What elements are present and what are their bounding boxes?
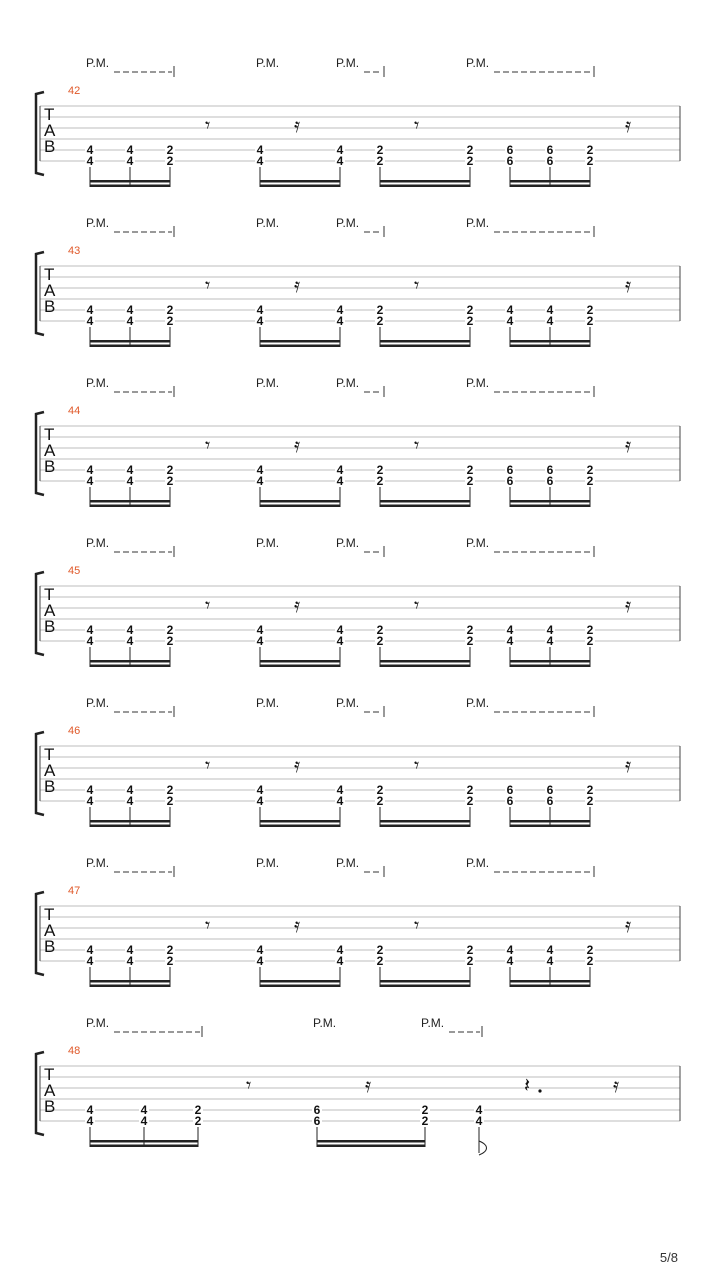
fret-number: 4 bbox=[256, 794, 264, 808]
fret-number: 2 bbox=[466, 794, 474, 808]
beam bbox=[510, 985, 590, 988]
fret-number: 4 bbox=[256, 463, 264, 477]
fret-number: 4 bbox=[256, 474, 264, 488]
sixteenth-rest: 𝄿 bbox=[294, 753, 301, 777]
eighth-rest: 𝄾 bbox=[205, 113, 211, 137]
tab-clef-letter: A bbox=[44, 121, 56, 140]
fret-number: 2 bbox=[376, 143, 384, 157]
fret-number: 2 bbox=[376, 943, 384, 957]
tab-clef-letter: T bbox=[44, 105, 55, 124]
palm-mute-label: P.M. bbox=[86, 216, 110, 230]
tab-clef-letter: A bbox=[44, 761, 56, 780]
fret-number: 2 bbox=[166, 474, 174, 488]
fret-number: 4 bbox=[546, 314, 554, 328]
beam bbox=[380, 500, 470, 503]
measure-number: 48 bbox=[68, 1045, 81, 1057]
fret-number: 4 bbox=[126, 143, 134, 157]
beam bbox=[380, 340, 470, 343]
beam bbox=[510, 660, 590, 663]
fret-number: 2 bbox=[376, 794, 384, 808]
eighth-rest: 𝄾 bbox=[205, 593, 211, 617]
beam bbox=[90, 345, 170, 348]
eighth-rest: 𝄾 bbox=[414, 913, 420, 937]
palm-mute-label: P.M. bbox=[256, 216, 280, 230]
fret-number: 4 bbox=[126, 943, 134, 957]
tab-clef-letter: T bbox=[44, 905, 55, 924]
fret-number: 2 bbox=[166, 303, 174, 317]
fret-number: 2 bbox=[166, 794, 174, 808]
fret-number: 2 bbox=[376, 783, 384, 797]
fret-number: 2 bbox=[586, 314, 594, 328]
beam bbox=[380, 345, 470, 348]
fret-number: 6 bbox=[506, 143, 514, 157]
sixteenth-rest: 𝄿 bbox=[625, 593, 632, 617]
fret-number: 4 bbox=[336, 794, 344, 808]
eighth-rest: 𝄾 bbox=[205, 433, 211, 457]
fret-number: 4 bbox=[86, 783, 94, 797]
beam bbox=[380, 505, 470, 508]
beam bbox=[380, 180, 470, 183]
fret-number: 2 bbox=[466, 314, 474, 328]
fret-number: 6 bbox=[313, 1114, 321, 1128]
fret-number: 4 bbox=[86, 1103, 94, 1117]
fret-number: 2 bbox=[586, 634, 594, 648]
tab-clef-letter: T bbox=[44, 745, 55, 764]
sixteenth-rest: 𝄿 bbox=[625, 913, 632, 937]
fret-number: 4 bbox=[140, 1114, 148, 1128]
fret-number: 2 bbox=[376, 634, 384, 648]
beam bbox=[380, 665, 470, 668]
sixteenth-rest: 𝄿 bbox=[625, 273, 632, 297]
eighth-rest: 𝄾 bbox=[205, 753, 211, 777]
fret-number: 2 bbox=[421, 1103, 429, 1117]
fret-number: 4 bbox=[336, 154, 344, 168]
fret-number: 6 bbox=[506, 154, 514, 168]
measure-number: 47 bbox=[68, 885, 81, 897]
beam bbox=[260, 660, 340, 663]
eighth-rest: 𝄾 bbox=[414, 433, 420, 457]
beam bbox=[380, 825, 470, 828]
beam bbox=[380, 660, 470, 663]
fret-number: 4 bbox=[86, 303, 94, 317]
fret-number: 4 bbox=[546, 303, 554, 317]
fret-number: 4 bbox=[86, 143, 94, 157]
fret-number: 6 bbox=[546, 154, 554, 168]
fret-number: 2 bbox=[166, 943, 174, 957]
fret-number: 2 bbox=[466, 154, 474, 168]
fret-number: 4 bbox=[256, 623, 264, 637]
beam bbox=[380, 820, 470, 823]
fret-number: 2 bbox=[586, 303, 594, 317]
tab-clef-letter: B bbox=[44, 457, 56, 476]
palm-mute-label: P.M. bbox=[466, 376, 490, 390]
beam bbox=[90, 980, 170, 983]
beam bbox=[90, 820, 170, 823]
fret-number: 4 bbox=[336, 463, 344, 477]
eighth-rest: 𝄾 bbox=[414, 593, 420, 617]
beam bbox=[90, 665, 170, 668]
fret-number: 4 bbox=[140, 1103, 148, 1117]
beam bbox=[317, 1145, 425, 1148]
fret-number: 4 bbox=[126, 623, 134, 637]
fret-number: 4 bbox=[546, 954, 554, 968]
palm-mute-label: P.M. bbox=[256, 856, 280, 870]
fret-number: 2 bbox=[166, 634, 174, 648]
fret-number: 4 bbox=[126, 314, 134, 328]
fret-number: 2 bbox=[166, 954, 174, 968]
tab-clef-letter: B bbox=[44, 777, 56, 796]
fret-number: 4 bbox=[256, 943, 264, 957]
fret-number: 2 bbox=[166, 154, 174, 168]
fret-number: 2 bbox=[586, 794, 594, 808]
fret-number: 2 bbox=[586, 943, 594, 957]
fret-number: 4 bbox=[506, 314, 514, 328]
beam bbox=[510, 665, 590, 668]
fret-number: 2 bbox=[166, 623, 174, 637]
fret-number: 2 bbox=[376, 463, 384, 477]
palm-mute-label: P.M. bbox=[336, 376, 360, 390]
fret-number: 2 bbox=[586, 954, 594, 968]
tab-clef-letter: A bbox=[44, 601, 56, 620]
fret-number: 6 bbox=[546, 783, 554, 797]
palm-mute-label: P.M. bbox=[336, 856, 360, 870]
palm-mute-label: P.M. bbox=[256, 536, 280, 550]
beam bbox=[260, 345, 340, 348]
eighth-rest: 𝄾 bbox=[414, 113, 420, 137]
fret-number: 6 bbox=[506, 794, 514, 808]
sixteenth-rest: 𝄿 bbox=[294, 433, 301, 457]
fret-number: 4 bbox=[126, 954, 134, 968]
palm-mute-label: P.M. bbox=[336, 536, 360, 550]
fret-number: 2 bbox=[376, 303, 384, 317]
tab-clef-letter: T bbox=[44, 425, 55, 444]
sixteenth-rest: 𝄿 bbox=[613, 1073, 620, 1097]
beam bbox=[510, 980, 590, 983]
tab-clef-letter: B bbox=[44, 297, 56, 316]
fret-number: 4 bbox=[336, 303, 344, 317]
fret-number: 4 bbox=[256, 783, 264, 797]
fret-number: 4 bbox=[336, 143, 344, 157]
beam bbox=[510, 180, 590, 183]
fret-number: 4 bbox=[86, 634, 94, 648]
beam bbox=[510, 500, 590, 503]
palm-mute-label: P.M. bbox=[466, 856, 490, 870]
dot bbox=[538, 1089, 541, 1092]
page-number: 5/8 bbox=[659, 1250, 678, 1265]
fret-number: 4 bbox=[546, 943, 554, 957]
fret-number: 2 bbox=[466, 623, 474, 637]
palm-mute-label: P.M. bbox=[336, 696, 360, 710]
fret-number: 4 bbox=[126, 634, 134, 648]
half-note-mark bbox=[479, 1141, 487, 1155]
beam bbox=[510, 825, 590, 828]
palm-mute-label: P.M. bbox=[86, 1016, 110, 1030]
beam bbox=[90, 985, 170, 988]
beam bbox=[510, 340, 590, 343]
fret-number: 4 bbox=[126, 154, 134, 168]
fret-number: 4 bbox=[86, 154, 94, 168]
palm-mute-label: P.M. bbox=[466, 216, 490, 230]
palm-mute-label: P.M. bbox=[256, 376, 280, 390]
fret-number: 4 bbox=[86, 314, 94, 328]
beam bbox=[260, 980, 340, 983]
fret-number: 4 bbox=[126, 474, 134, 488]
sixteenth-rest: 𝄿 bbox=[625, 113, 632, 137]
fret-number: 4 bbox=[126, 303, 134, 317]
fret-number: 4 bbox=[86, 794, 94, 808]
fret-number: 4 bbox=[475, 1103, 483, 1117]
beam bbox=[260, 180, 340, 183]
fret-number: 2 bbox=[166, 463, 174, 477]
fret-number: 4 bbox=[336, 783, 344, 797]
fret-number: 4 bbox=[506, 634, 514, 648]
fret-number: 6 bbox=[546, 474, 554, 488]
fret-number: 4 bbox=[126, 783, 134, 797]
palm-mute-label: P.M. bbox=[86, 536, 110, 550]
fret-number: 4 bbox=[506, 303, 514, 317]
beam bbox=[90, 340, 170, 343]
fret-number: 2 bbox=[194, 1114, 202, 1128]
beam bbox=[90, 185, 170, 188]
beam bbox=[90, 1145, 198, 1148]
eighth-rest: 𝄾 bbox=[246, 1073, 252, 1097]
fret-number: 4 bbox=[126, 794, 134, 808]
fret-number: 4 bbox=[506, 954, 514, 968]
fret-number: 4 bbox=[256, 634, 264, 648]
beam bbox=[90, 1140, 198, 1143]
tab-clef-letter: A bbox=[44, 1081, 56, 1100]
fret-number: 2 bbox=[586, 143, 594, 157]
fret-number: 2 bbox=[376, 154, 384, 168]
fret-number: 2 bbox=[466, 463, 474, 477]
fret-number: 4 bbox=[336, 474, 344, 488]
fret-number: 2 bbox=[586, 623, 594, 637]
palm-mute-label: P.M. bbox=[256, 56, 280, 70]
fret-number: 2 bbox=[466, 634, 474, 648]
eighth-rest: 𝄾 bbox=[205, 273, 211, 297]
fret-number: 2 bbox=[466, 474, 474, 488]
fret-number: 2 bbox=[586, 783, 594, 797]
fret-number: 2 bbox=[376, 314, 384, 328]
beam bbox=[260, 820, 340, 823]
fret-number: 2 bbox=[376, 474, 384, 488]
fret-number: 4 bbox=[336, 634, 344, 648]
fret-number: 4 bbox=[86, 954, 94, 968]
tab-clef-letter: A bbox=[44, 281, 56, 300]
fret-number: 4 bbox=[256, 154, 264, 168]
sixteenth-rest: 𝄿 bbox=[294, 913, 301, 937]
fret-number: 4 bbox=[86, 623, 94, 637]
fret-number: 4 bbox=[126, 463, 134, 477]
eighth-rest: 𝄾 bbox=[205, 913, 211, 937]
quarter-rest: 𝄽 bbox=[524, 1073, 531, 1097]
measure-number: 43 bbox=[68, 245, 81, 257]
beam bbox=[260, 185, 340, 188]
fret-number: 2 bbox=[166, 314, 174, 328]
fret-number: 2 bbox=[466, 954, 474, 968]
fret-number: 4 bbox=[546, 634, 554, 648]
fret-number: 4 bbox=[336, 314, 344, 328]
fret-number: 2 bbox=[376, 954, 384, 968]
beam bbox=[380, 985, 470, 988]
fret-number: 4 bbox=[475, 1114, 483, 1128]
fret-number: 6 bbox=[506, 783, 514, 797]
fret-number: 4 bbox=[256, 303, 264, 317]
beam bbox=[380, 185, 470, 188]
fret-number: 4 bbox=[506, 623, 514, 637]
beam bbox=[90, 180, 170, 183]
beam bbox=[510, 185, 590, 188]
palm-mute-label: P.M. bbox=[86, 856, 110, 870]
beam bbox=[260, 340, 340, 343]
fret-number: 4 bbox=[256, 143, 264, 157]
sixteenth-rest: 𝄿 bbox=[294, 113, 301, 137]
palm-mute-label: P.M. bbox=[313, 1016, 337, 1030]
tab-clef-letter: B bbox=[44, 137, 56, 156]
sixteenth-rest: 𝄿 bbox=[625, 753, 632, 777]
tab-clef-letter: A bbox=[44, 921, 56, 940]
fret-number: 2 bbox=[586, 474, 594, 488]
fret-number: 4 bbox=[256, 314, 264, 328]
fret-number: 2 bbox=[194, 1103, 202, 1117]
fret-number: 2 bbox=[466, 783, 474, 797]
tab-clef-letter: B bbox=[44, 1097, 56, 1116]
tab-clef-letter: T bbox=[44, 585, 55, 604]
fret-number: 4 bbox=[546, 623, 554, 637]
measure-number: 46 bbox=[68, 725, 81, 737]
palm-mute-label: P.M. bbox=[421, 1016, 445, 1030]
palm-mute-label: P.M. bbox=[256, 696, 280, 710]
tab-clef-letter: B bbox=[44, 617, 56, 636]
fret-number: 4 bbox=[336, 954, 344, 968]
fret-number: 2 bbox=[166, 143, 174, 157]
fret-number: 2 bbox=[586, 463, 594, 477]
measure-number: 42 bbox=[68, 85, 81, 97]
fret-number: 6 bbox=[506, 474, 514, 488]
fret-number: 2 bbox=[466, 943, 474, 957]
palm-mute-label: P.M. bbox=[86, 696, 110, 710]
fret-number: 6 bbox=[506, 463, 514, 477]
measure-number: 44 bbox=[68, 405, 81, 417]
fret-number: 6 bbox=[546, 794, 554, 808]
fret-number: 4 bbox=[86, 463, 94, 477]
beam bbox=[260, 500, 340, 503]
palm-mute-label: P.M. bbox=[86, 376, 110, 390]
sixteenth-rest: 𝄿 bbox=[294, 273, 301, 297]
palm-mute-label: P.M. bbox=[336, 216, 360, 230]
eighth-rest: 𝄾 bbox=[414, 273, 420, 297]
beam bbox=[380, 980, 470, 983]
tab-clef-letter: T bbox=[44, 1065, 55, 1084]
fret-number: 4 bbox=[86, 943, 94, 957]
beam bbox=[260, 985, 340, 988]
beam bbox=[510, 505, 590, 508]
beam bbox=[90, 825, 170, 828]
fret-number: 4 bbox=[256, 954, 264, 968]
fret-number: 6 bbox=[313, 1103, 321, 1117]
palm-mute-label: P.M. bbox=[466, 696, 490, 710]
fret-number: 2 bbox=[421, 1114, 429, 1128]
measure-number: 45 bbox=[68, 565, 81, 577]
beam bbox=[90, 500, 170, 503]
fret-number: 4 bbox=[86, 1114, 94, 1128]
fret-number: 6 bbox=[546, 143, 554, 157]
beam bbox=[510, 820, 590, 823]
fret-number: 2 bbox=[466, 143, 474, 157]
beam bbox=[317, 1140, 425, 1143]
fret-number: 4 bbox=[86, 474, 94, 488]
fret-number: 2 bbox=[466, 303, 474, 317]
beam bbox=[260, 825, 340, 828]
fret-number: 4 bbox=[336, 623, 344, 637]
eighth-rest: 𝄾 bbox=[414, 753, 420, 777]
beam bbox=[510, 345, 590, 348]
fret-number: 6 bbox=[546, 463, 554, 477]
tab-clef-letter: T bbox=[44, 265, 55, 284]
beam bbox=[90, 505, 170, 508]
fret-number: 2 bbox=[166, 783, 174, 797]
sixteenth-rest: 𝄿 bbox=[294, 593, 301, 617]
tab-clef-letter: B bbox=[44, 937, 56, 956]
sixteenth-rest: 𝄿 bbox=[365, 1073, 372, 1097]
palm-mute-label: P.M. bbox=[336, 56, 360, 70]
beam bbox=[260, 505, 340, 508]
beam bbox=[260, 665, 340, 668]
palm-mute-label: P.M. bbox=[86, 56, 110, 70]
fret-number: 4 bbox=[506, 943, 514, 957]
palm-mute-label: P.M. bbox=[466, 56, 490, 70]
palm-mute-label: P.M. bbox=[466, 536, 490, 550]
fret-number: 4 bbox=[336, 943, 344, 957]
tab-clef-letter: A bbox=[44, 441, 56, 460]
fret-number: 2 bbox=[376, 623, 384, 637]
sixteenth-rest: 𝄿 bbox=[625, 433, 632, 457]
beam bbox=[90, 660, 170, 663]
fret-number: 2 bbox=[586, 154, 594, 168]
